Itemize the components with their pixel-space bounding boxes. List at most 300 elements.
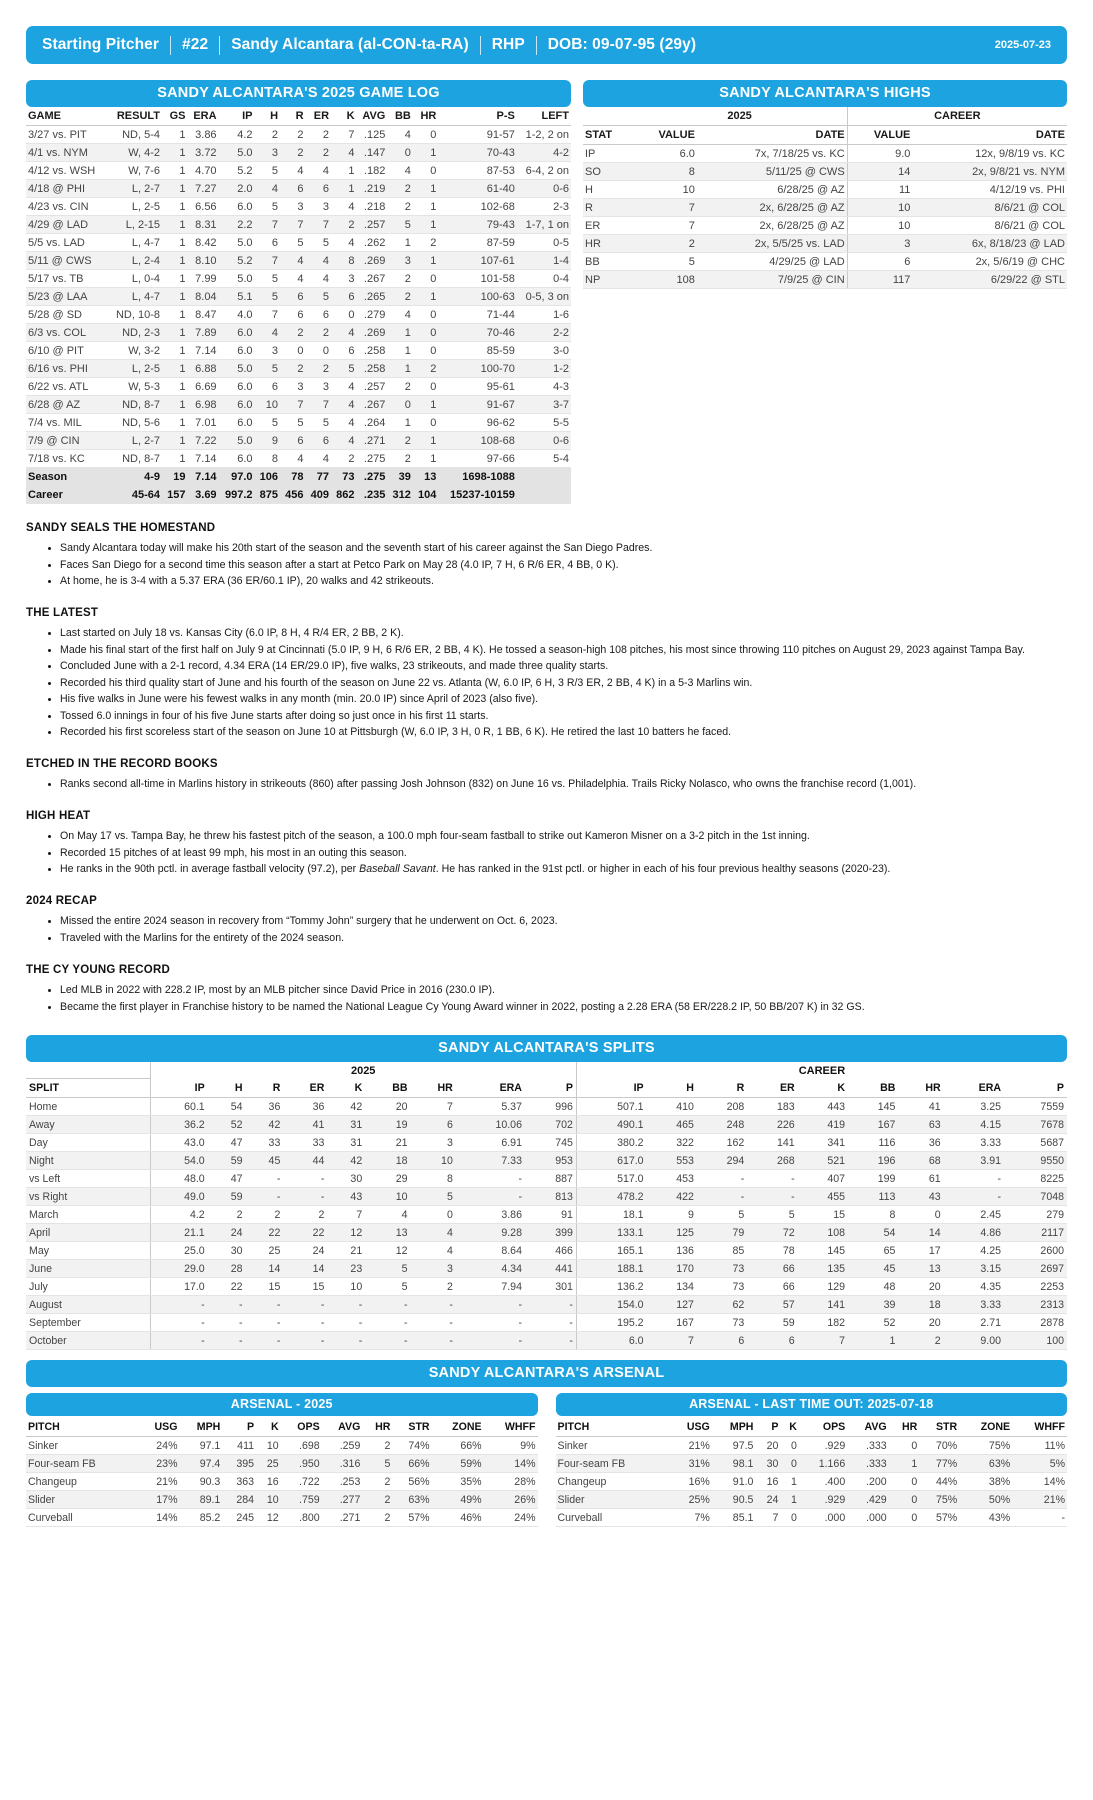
table-cell: 20 bbox=[365, 1098, 410, 1116]
table-cell: 70-43 bbox=[438, 144, 517, 162]
arsenal-2025-header-row bbox=[26, 1418, 538, 1437]
table-cell: 5 bbox=[255, 288, 281, 306]
table-cell: - bbox=[411, 1332, 456, 1350]
table-cell: 61-40 bbox=[438, 180, 517, 198]
table-cell: 2 bbox=[331, 450, 357, 468]
table-cell: 517.0 bbox=[576, 1170, 646, 1188]
table-cell: 36 bbox=[898, 1134, 943, 1152]
table-cell: 3 bbox=[306, 378, 332, 396]
table-cell: 9.00 bbox=[944, 1332, 1004, 1350]
table-cell: W, 5-3 bbox=[107, 378, 162, 396]
table-cell: 4 bbox=[280, 162, 306, 180]
table-cell: 2 bbox=[411, 1278, 456, 1296]
table-cell: 10 bbox=[847, 199, 912, 217]
table-cell: 48 bbox=[848, 1278, 898, 1296]
splits-col-1: IP bbox=[150, 1079, 208, 1098]
table-cell: 6 bbox=[331, 342, 357, 360]
table-cell: 5 bbox=[306, 414, 332, 432]
arsenal-col-whff: WHFF bbox=[484, 1418, 538, 1437]
table-cell: .200 bbox=[847, 1473, 888, 1491]
table-cell: 6 bbox=[306, 180, 332, 198]
player-role: Starting Pitcher bbox=[42, 36, 160, 53]
splits-body bbox=[26, 1098, 1067, 1350]
table-cell: 5687 bbox=[1004, 1134, 1067, 1152]
table-row bbox=[583, 235, 1067, 253]
table-cell: - bbox=[411, 1314, 456, 1332]
table-cell: 22 bbox=[208, 1278, 246, 1296]
table-cell: 4/23 vs. CIN bbox=[26, 198, 107, 216]
table-cell: 3.86 bbox=[188, 126, 219, 144]
table-cell: 72 bbox=[747, 1224, 797, 1242]
table-cell: 45 bbox=[848, 1260, 898, 1278]
table-cell: .800 bbox=[281, 1509, 322, 1527]
table-cell: - bbox=[697, 1188, 747, 1206]
table-cell: .262 bbox=[357, 234, 388, 252]
table-cell: 6 bbox=[331, 288, 357, 306]
table-cell: 8225 bbox=[1004, 1170, 1067, 1188]
game-log-col-ip: IP bbox=[219, 107, 255, 126]
table-cell: 7 bbox=[632, 199, 696, 217]
table-row bbox=[26, 1332, 1067, 1350]
table-cell: 71-44 bbox=[438, 306, 517, 324]
table-row bbox=[26, 1491, 538, 1509]
arsenal-col-hr: HR bbox=[889, 1418, 920, 1437]
table-cell: 8 bbox=[411, 1170, 456, 1188]
game-log-body bbox=[26, 126, 571, 504]
table-cell: 380.2 bbox=[576, 1134, 646, 1152]
table-cell: 226 bbox=[747, 1116, 797, 1134]
table-cell: 42 bbox=[327, 1098, 365, 1116]
table-row bbox=[26, 1152, 1067, 1170]
table-cell: 73 bbox=[697, 1314, 747, 1332]
table-cell: 10 bbox=[256, 1437, 281, 1455]
table-cell: 13 bbox=[365, 1224, 410, 1242]
table-cell: 553 bbox=[647, 1152, 697, 1170]
table-cell: 4 bbox=[280, 270, 306, 288]
table-cell: 54.0 bbox=[150, 1152, 208, 1170]
table-cell: 1698-1088 bbox=[438, 468, 517, 486]
table-cell: 2 bbox=[306, 360, 332, 378]
table-cell: 4-9 bbox=[107, 468, 162, 486]
table-cell: - bbox=[456, 1332, 525, 1350]
table-cell: 6 bbox=[280, 432, 306, 450]
table-cell: 0-5, 3 on bbox=[517, 288, 571, 306]
table-cell: 104 bbox=[413, 486, 439, 504]
table-cell: 411 bbox=[222, 1437, 256, 1455]
table-cell: 167 bbox=[647, 1314, 697, 1332]
table-cell: W, 7-6 bbox=[107, 162, 162, 180]
table-cell: SO bbox=[583, 163, 632, 181]
game-log-col-p-s: P-S bbox=[438, 107, 517, 126]
player-number: #22 bbox=[182, 36, 209, 53]
table-cell: 39 bbox=[387, 468, 413, 486]
table-cell: Slider bbox=[26, 1491, 138, 1509]
table-cell: 6/28/25 @ AZ bbox=[697, 181, 847, 199]
table-cell: - bbox=[411, 1296, 456, 1314]
table-cell: April bbox=[26, 1224, 150, 1242]
table-cell: L, 2-5 bbox=[107, 198, 162, 216]
table-cell: 6.88 bbox=[188, 360, 219, 378]
table-cell: 0 bbox=[411, 1206, 456, 1224]
list-item: • Tossed 6.0 innings in four of his five June starts after doing so just once in his first 11 starts. bbox=[60, 709, 1067, 724]
table-cell: - bbox=[283, 1314, 327, 1332]
notes-list bbox=[26, 777, 1067, 792]
table-cell: 5 bbox=[255, 162, 281, 180]
table-cell: 21% bbox=[1012, 1491, 1067, 1509]
table-cell: 2x, 5/5/25 vs. LAD bbox=[697, 235, 847, 253]
table-cell: .929 bbox=[799, 1437, 847, 1455]
player-name: Sandy Alcantara (al-CON-ta-RA) bbox=[231, 36, 469, 53]
table-cell: 20 bbox=[898, 1278, 943, 1296]
arsenal-col-zone: ZONE bbox=[959, 1418, 1012, 1437]
table-cell: .271 bbox=[357, 432, 388, 450]
table-cell: .257 bbox=[357, 378, 388, 396]
table-cell: Season bbox=[26, 468, 107, 486]
arsenal-col-str: STR bbox=[919, 1418, 959, 1437]
table-cell: 5.37 bbox=[456, 1098, 525, 1116]
table-cell: 0 bbox=[413, 162, 439, 180]
game-log-col-avg: AVG bbox=[357, 107, 388, 126]
table-cell: 14 bbox=[847, 163, 912, 181]
table-cell: 2117 bbox=[1004, 1224, 1067, 1242]
table-cell: 199 bbox=[848, 1170, 898, 1188]
table-cell: 8/6/21 @ COL bbox=[912, 217, 1067, 235]
table-cell: 0-5 bbox=[517, 234, 571, 252]
table-cell: 73 bbox=[331, 468, 357, 486]
table-cell: 1 bbox=[413, 198, 439, 216]
table-cell: 4 bbox=[255, 180, 281, 198]
table-cell: 7.27 bbox=[188, 180, 219, 198]
table-cell: .235 bbox=[357, 486, 388, 504]
table-cell: 248 bbox=[697, 1116, 747, 1134]
table-cell: 1 bbox=[162, 252, 188, 270]
table-cell: 284 bbox=[222, 1491, 256, 1509]
table-cell: 73 bbox=[697, 1260, 747, 1278]
table-cell: .269 bbox=[357, 252, 388, 270]
table-cell: 36 bbox=[246, 1098, 284, 1116]
table-cell: 4 bbox=[331, 396, 357, 414]
table-cell: 443 bbox=[798, 1098, 848, 1116]
splits-col-8: ERA bbox=[456, 1079, 525, 1098]
table-cell: 9550 bbox=[1004, 1152, 1067, 1170]
table-cell: 33 bbox=[283, 1134, 327, 1152]
table-cell: ND, 8-7 bbox=[107, 396, 162, 414]
table-cell: 875 bbox=[255, 486, 281, 504]
table-row bbox=[26, 1170, 1067, 1188]
table-cell: 5/5 vs. LAD bbox=[26, 234, 107, 252]
arsenal-col-avg: AVG bbox=[322, 1418, 363, 1437]
header-divider-4 bbox=[536, 36, 537, 55]
table-cell: 6.56 bbox=[188, 198, 219, 216]
list-item: • Made his final start of the first half on July 9 at Cincinnati (5.0 IP, 9 H, 6 R/6 ER, 2 BB, 4 K). He tossed a season-high 108 pitches, his most since throwing 110 pitches on August 29, 2023 against Tampa Bay. bbox=[60, 643, 1067, 658]
player-throws: RHP bbox=[491, 36, 525, 53]
table-cell: 4/12/19 vs. PHI bbox=[912, 181, 1067, 199]
table-cell: 41 bbox=[283, 1116, 327, 1134]
table-cell: 2 bbox=[306, 144, 332, 162]
table-cell: 4 bbox=[331, 378, 357, 396]
table-row bbox=[26, 1260, 1067, 1278]
table-cell: 7/9 @ CIN bbox=[26, 432, 107, 450]
arsenal-2025-body bbox=[26, 1437, 538, 1527]
table-cell: 11 bbox=[847, 181, 912, 199]
table-cell: 2.71 bbox=[944, 1314, 1004, 1332]
table-cell: 1 bbox=[413, 432, 439, 450]
table-cell: .267 bbox=[357, 396, 388, 414]
table-cell: .275 bbox=[357, 468, 388, 486]
table-cell: 14% bbox=[138, 1509, 180, 1527]
table-cell: 31% bbox=[669, 1455, 712, 1473]
table-cell: 1 bbox=[162, 414, 188, 432]
table-cell: Slider bbox=[556, 1491, 670, 1509]
list-item: • His five walks in June were his fewest walks in any month (min. 20.0 IP) since April of 2023 (also five). bbox=[60, 692, 1067, 707]
table-cell: 2 bbox=[280, 144, 306, 162]
table-row bbox=[26, 1224, 1067, 1242]
table-row bbox=[26, 360, 571, 378]
table-row bbox=[26, 414, 571, 432]
table-cell: 7 bbox=[331, 126, 357, 144]
notes-heading: SANDY SEALS THE HOMESTAND bbox=[26, 522, 216, 534]
table-cell: 7678 bbox=[1004, 1116, 1067, 1134]
table-cell: ND, 2-3 bbox=[107, 324, 162, 342]
table-cell: 4-2 bbox=[517, 144, 571, 162]
table-cell: 70% bbox=[919, 1437, 959, 1455]
game-log-section bbox=[26, 80, 571, 504]
table-cell: 5/17 vs. TB bbox=[26, 270, 107, 288]
table-cell: 66 bbox=[747, 1278, 797, 1296]
table-cell: - bbox=[456, 1296, 525, 1314]
table-cell: 5/11 @ CWS bbox=[26, 252, 107, 270]
table-cell: 4 bbox=[280, 252, 306, 270]
table-cell: 2697 bbox=[1004, 1260, 1067, 1278]
list-item: • He ranks in the 90th pctl. in average fastball velocity (97.2), per Baseball Savant. He has ranked in the 91st pctl. or higher in each of his four previous healthy seasons (2020-23). bbox=[60, 862, 1067, 877]
table-cell: - bbox=[365, 1296, 410, 1314]
header-divider-2 bbox=[219, 36, 220, 55]
table-cell: .267 bbox=[357, 270, 388, 288]
splits-col-7: HR bbox=[411, 1079, 456, 1098]
table-cell: 1 bbox=[848, 1332, 898, 1350]
arsenal-title: SANDY ALCANTARA'S ARSENAL bbox=[26, 1360, 1067, 1387]
table-cell: 0 bbox=[780, 1509, 798, 1527]
table-cell: 6.98 bbox=[188, 396, 219, 414]
table-cell: 4.0 bbox=[219, 306, 255, 324]
table-cell: 89.1 bbox=[179, 1491, 222, 1509]
table-row bbox=[26, 1116, 1067, 1134]
table-cell: 4 bbox=[255, 324, 281, 342]
table-cell: 2 bbox=[246, 1206, 284, 1224]
table-cell: - bbox=[944, 1188, 1004, 1206]
table-cell: 145 bbox=[798, 1242, 848, 1260]
table-cell: 3.33 bbox=[944, 1134, 1004, 1152]
table-cell bbox=[517, 486, 571, 504]
table-cell: .218 bbox=[357, 198, 388, 216]
table-cell: 6 bbox=[411, 1116, 456, 1134]
table-cell: - bbox=[525, 1296, 576, 1314]
table-cell: - bbox=[150, 1314, 208, 1332]
table-cell: 14 bbox=[246, 1260, 284, 1278]
table-cell: 24% bbox=[484, 1509, 538, 1527]
table-cell: BB bbox=[583, 253, 632, 271]
arsenal-col-mph: MPH bbox=[179, 1418, 222, 1437]
game-log-col-hr: HR bbox=[413, 107, 439, 126]
table-cell: Sinker bbox=[26, 1437, 138, 1455]
table-cell: 77 bbox=[306, 468, 332, 486]
list-item: • On May 17 vs. Tampa Bay, he threw his fastest pitch of the season, a 100.0 mph four-seam fastball to strike out Kameron Misner on a 3-2 pitch in the 1st inning. bbox=[60, 829, 1067, 844]
table-cell: 407 bbox=[798, 1170, 848, 1188]
table-cell: .258 bbox=[357, 360, 388, 378]
arsenal-col-ops: OPS bbox=[281, 1418, 322, 1437]
table-cell: 4.70 bbox=[188, 162, 219, 180]
table-cell: 6/3 vs. COL bbox=[26, 324, 107, 342]
table-cell: 6 bbox=[280, 306, 306, 324]
table-cell: 10 bbox=[256, 1491, 281, 1509]
table-cell: 4 bbox=[331, 432, 357, 450]
table-row bbox=[583, 145, 1067, 163]
table-cell: 14% bbox=[484, 1455, 538, 1473]
highs-section bbox=[583, 80, 1067, 289]
table-cell: 2 bbox=[280, 126, 306, 144]
table-cell: - bbox=[150, 1296, 208, 1314]
table-cell: 136.2 bbox=[576, 1278, 646, 1296]
table-cell: 96-62 bbox=[438, 414, 517, 432]
table-cell: 57% bbox=[392, 1509, 431, 1527]
table-cell: 48.0 bbox=[150, 1170, 208, 1188]
table-cell: 5 bbox=[365, 1278, 410, 1296]
table-cell: 47 bbox=[208, 1170, 246, 1188]
table-cell: - bbox=[283, 1188, 327, 1206]
game-log-col-r: R bbox=[280, 107, 306, 126]
table-cell: 410 bbox=[647, 1098, 697, 1116]
notes-section bbox=[26, 522, 1067, 1015]
table-cell: 2 bbox=[255, 126, 281, 144]
table-cell: 0 bbox=[413, 378, 439, 396]
table-cell: 1 bbox=[413, 288, 439, 306]
table-cell: 6 bbox=[255, 378, 281, 396]
table-cell: Day bbox=[26, 1134, 150, 1152]
table-cell: 90.3 bbox=[179, 1473, 222, 1491]
table-cell: 1 bbox=[331, 180, 357, 198]
table-cell: 1 bbox=[162, 450, 188, 468]
table-cell: 1 bbox=[162, 378, 188, 396]
table-cell: 1 bbox=[889, 1455, 920, 1473]
table-cell: 5/28 @ SD bbox=[26, 306, 107, 324]
game-log-col-k: K bbox=[331, 107, 357, 126]
table-cell: 5.2 bbox=[219, 252, 255, 270]
table-cell: 1-4 bbox=[517, 252, 571, 270]
table-cell: Curveball bbox=[26, 1509, 138, 1527]
list-item: • Sandy Alcantara today will make his 20th start of the season and the seventh start of his career against the San Diego Padres. bbox=[60, 541, 1067, 556]
table-cell: 125 bbox=[647, 1224, 697, 1242]
list-item: • Recorded his first scoreless start of the season on June 10 at Pittsburgh (W, 6.0 IP, 3 H, 0 R, 1 BB, 6 K). He retired the last 10 batters he faced. bbox=[60, 725, 1067, 740]
table-cell: 16 bbox=[755, 1473, 780, 1491]
table-cell: 5 bbox=[280, 234, 306, 252]
table-cell: 7.14 bbox=[188, 450, 219, 468]
arsenal-col-usg: USG bbox=[138, 1418, 180, 1437]
table-cell: .265 bbox=[357, 288, 388, 306]
table-cell: 107-61 bbox=[438, 252, 517, 270]
table-row bbox=[583, 217, 1067, 235]
table-cell: - bbox=[246, 1188, 284, 1206]
table-cell: 4.86 bbox=[944, 1224, 1004, 1242]
list-item: • Traveled with the Marlins for the entirety of the 2024 season. bbox=[60, 931, 1067, 946]
table-cell: Four-seam FB bbox=[26, 1455, 138, 1473]
table-cell: 5 bbox=[362, 1455, 392, 1473]
table-cell: 2 bbox=[280, 360, 306, 378]
table-cell: 2 bbox=[331, 216, 357, 234]
table-cell: Career bbox=[26, 486, 107, 504]
game-log-col-result: RESULT bbox=[107, 107, 162, 126]
table-cell: 2 bbox=[413, 360, 439, 378]
table-cell: 170 bbox=[647, 1260, 697, 1278]
game-log-total-row bbox=[26, 486, 571, 504]
table-cell: 36 bbox=[283, 1098, 327, 1116]
table-cell: 2 bbox=[387, 270, 413, 288]
highs-col-1: VALUE bbox=[632, 126, 696, 145]
table-cell: 8.31 bbox=[188, 216, 219, 234]
table-cell: 20 bbox=[755, 1437, 780, 1455]
table-row bbox=[26, 342, 571, 360]
game-log-table bbox=[26, 107, 571, 504]
table-cell: 70-46 bbox=[438, 324, 517, 342]
table-row bbox=[583, 199, 1067, 217]
highs-table bbox=[583, 107, 1067, 289]
table-cell: .275 bbox=[357, 450, 388, 468]
table-cell: 2 bbox=[387, 450, 413, 468]
table-cell: - bbox=[246, 1314, 284, 1332]
table-cell: 9.28 bbox=[456, 1224, 525, 1242]
table-cell: ER bbox=[583, 217, 632, 235]
table-cell: - bbox=[208, 1296, 246, 1314]
table-row bbox=[26, 1314, 1067, 1332]
table-cell: 3.72 bbox=[188, 144, 219, 162]
table-cell: 2253 bbox=[1004, 1278, 1067, 1296]
table-cell: 6.0 bbox=[632, 145, 696, 163]
table-cell: 108-68 bbox=[438, 432, 517, 450]
table-cell: .000 bbox=[847, 1509, 888, 1527]
table-cell: 7 bbox=[280, 396, 306, 414]
table-cell: 1.166 bbox=[799, 1455, 847, 1473]
table-cell: 16% bbox=[669, 1473, 712, 1491]
table-cell: 6.0 bbox=[576, 1332, 646, 1350]
table-cell: 21 bbox=[327, 1242, 365, 1260]
table-cell: 862 bbox=[331, 486, 357, 504]
table-row bbox=[556, 1509, 1068, 1527]
arsenal-col-k: K bbox=[780, 1418, 798, 1437]
table-cell: - bbox=[150, 1332, 208, 1350]
table-cell: 2 bbox=[280, 324, 306, 342]
player-header-bar bbox=[26, 26, 1067, 64]
list-item: • Last started on July 18 vs. Kansas City (6.0 IP, 8 H, 4 R/4 ER, 2 BB, 2 K). bbox=[60, 626, 1067, 641]
table-row bbox=[26, 1296, 1067, 1314]
table-row bbox=[26, 324, 571, 342]
table-cell: March bbox=[26, 1206, 150, 1224]
splits-group-blank bbox=[26, 1062, 150, 1079]
table-cell: 16 bbox=[256, 1473, 281, 1491]
table-cell: - bbox=[747, 1170, 797, 1188]
table-cell: L, 4-7 bbox=[107, 288, 162, 306]
table-cell: 61 bbox=[898, 1170, 943, 1188]
table-cell: .219 bbox=[357, 180, 388, 198]
notes-heading: ETCHED IN THE RECORD BOOKS bbox=[26, 758, 218, 771]
table-cell: 1 bbox=[413, 216, 439, 234]
table-cell: 25 bbox=[256, 1455, 281, 1473]
table-cell: 1 bbox=[162, 396, 188, 414]
table-cell: 4 bbox=[331, 198, 357, 216]
table-cell: 65 bbox=[848, 1242, 898, 1260]
table-cell: 4/18 @ PHI bbox=[26, 180, 107, 198]
arsenal-col-k: K bbox=[256, 1418, 281, 1437]
table-cell: - bbox=[246, 1332, 284, 1350]
list-item: • Led MLB in 2022 with 228.2 IP, most by an MLB pitcher since David Price in 2016 (230.0 IP). bbox=[60, 983, 1067, 998]
